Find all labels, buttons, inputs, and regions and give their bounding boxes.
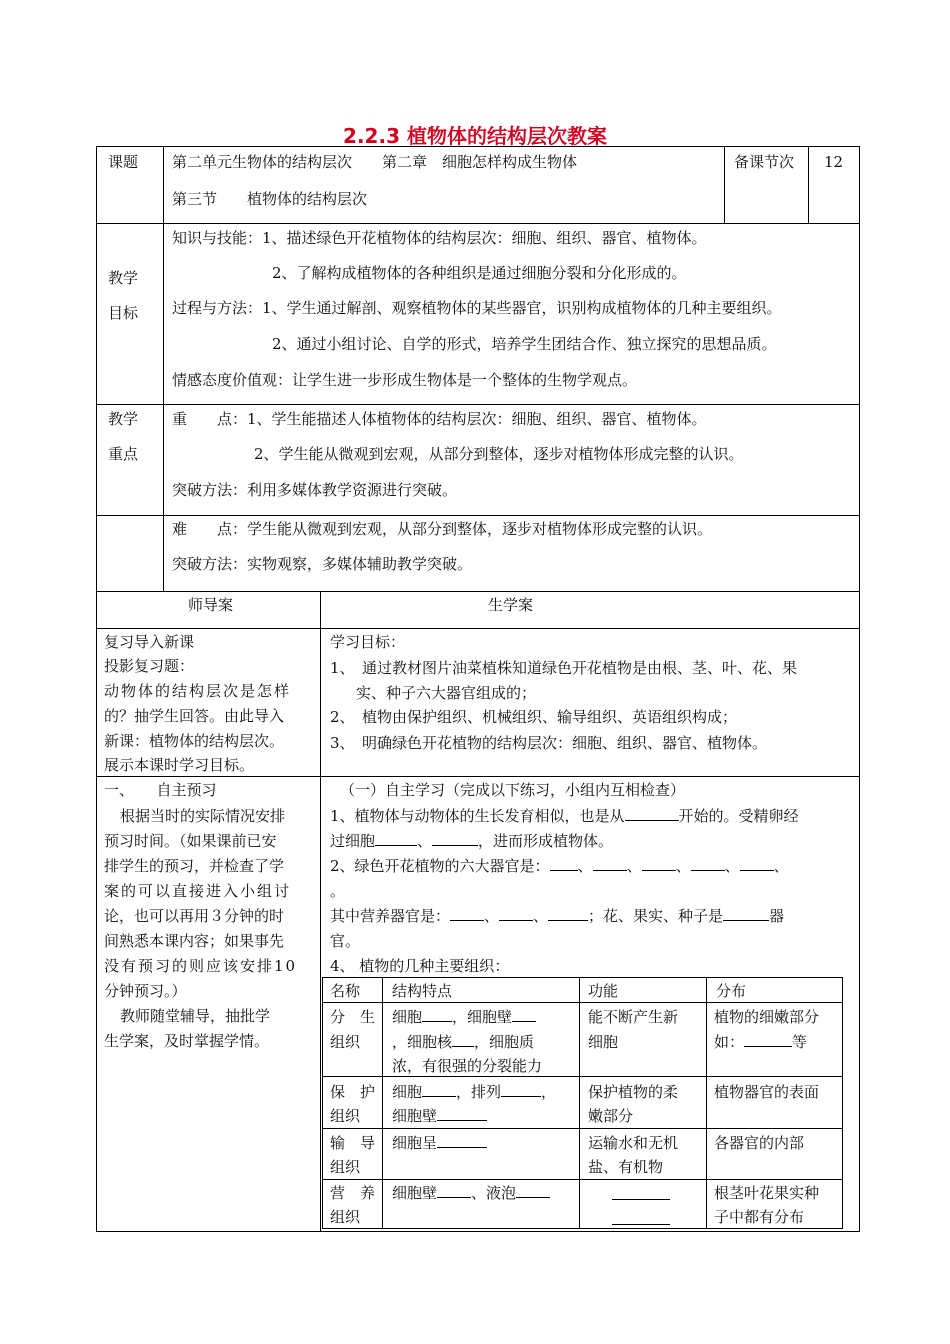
beike-value: 12 — [824, 153, 844, 171]
tissue-function: 能不断产生新 — [588, 1008, 679, 1026]
column-teacher: 师导案 — [188, 596, 234, 614]
tissue-location: 各器官的内部 — [714, 1134, 805, 1152]
objective-line: 情感态度价值观：让学生进一步形成生物体是一个整体的生物学观点。 — [172, 371, 638, 389]
blank-field[interactable] — [548, 906, 588, 921]
difficult-line: 突破方法：实物观察，多媒体辅助教学突破。 — [172, 555, 473, 573]
blank-field[interactable] — [740, 856, 774, 871]
tissue-function: 保护植物的柔 — [588, 1083, 679, 1101]
blank-field[interactable] — [501, 1082, 541, 1097]
keypoints-label-2: 重点 — [108, 445, 139, 463]
blank-field[interactable] — [512, 1007, 536, 1022]
unit-line: 第二单元生物体的结构层次 第二章 细胞怎样构成生物体 — [172, 153, 578, 171]
blank-field[interactable] — [516, 1183, 550, 1198]
keypoints-label-1: 教学 — [108, 410, 139, 428]
objective-line: 2、了解构成植物体的各种组织是通过细胞分裂和分化形成的。 — [272, 264, 687, 282]
question-4: 4、 植物的几种主要组织： — [330, 957, 510, 975]
blank-field[interactable] — [437, 1106, 487, 1121]
selfstudy-teacher-line: 没有预习的则应该安排10 — [104, 957, 298, 975]
question-2-line-1: 2、绿色开花植物的六大器官是： 、 、 、 、 、 — [330, 857, 789, 875]
blank-field[interactable] — [593, 856, 627, 871]
tissue-function: 运输水和无机 — [588, 1134, 679, 1152]
section-line: 第三节 植物体的结构层次 — [172, 190, 368, 208]
tissue-structure: 细胞壁 — [392, 1106, 487, 1126]
label-beike: 备课节次 — [734, 153, 795, 171]
blank-field[interactable] — [422, 1007, 452, 1022]
document-title: 2.2.3 植物体的结构层次教案 — [343, 124, 607, 148]
tissue-location: 植物器官的表面 — [714, 1083, 820, 1101]
tissue-location: 植物的细嫩部分 — [714, 1008, 820, 1026]
selfstudy-teacher-heading: 一、 自主预习 — [104, 781, 217, 799]
blank-field[interactable] — [499, 906, 533, 921]
selfstudy-teacher-line: 预习时间。（如果课前已安 — [104, 832, 277, 850]
tissue-location: 子中都有分布 — [714, 1208, 805, 1226]
blank-field[interactable] — [612, 1199, 670, 1200]
keypoint-line: 突破方法：利用多媒体教学资源进行突破。 — [172, 481, 458, 499]
objective-line: 2、通过小组讨论、自学的形式，培养学生团结合作、独立探究的思想品质。 — [272, 335, 777, 353]
tissue-name: 输 导 — [330, 1134, 376, 1152]
tissue-function: 嫩部分 — [588, 1107, 634, 1125]
review-student-heading: 学习目标： — [330, 633, 406, 651]
tissue-name: 营 养 — [330, 1184, 376, 1202]
selfstudy-teacher-line: 排学生的预习，并检查了学 — [104, 857, 285, 875]
selfstudy-teacher-line: 分钟预习。） — [104, 982, 187, 1000]
review-teacher-line: 动物体的结构层次是怎样 — [104, 682, 292, 700]
tissue-structure: 细胞 ，细胞壁 — [392, 1007, 536, 1027]
blank-field[interactable] — [432, 831, 478, 846]
review-teacher-line: 复习导入新课 — [104, 633, 195, 651]
selfstudy-student-heading: （一）自主学习（完成以下练习，小组内互相检查） — [340, 781, 686, 799]
objective-line: 知识与技能：1、描述绿色开花植物体的结构层次：细胞、组织、器官、植物体。 — [172, 229, 707, 247]
blank-field[interactable] — [723, 906, 769, 921]
blank-field[interactable] — [452, 1032, 474, 1047]
selfstudy-teacher-line: 案的可以直接进入小组讨 — [104, 882, 292, 900]
selfstudy-teacher-line: 间熟悉本课内容；如果事先 — [104, 932, 285, 950]
tissue-location: 根茎叶花果实种 — [714, 1184, 820, 1202]
selfstudy-teacher-line: 根据当时的实际情况安排 — [120, 807, 286, 825]
blank-field[interactable] — [744, 1032, 792, 1047]
tissue-function: 盐、有机物 — [588, 1158, 664, 1176]
review-teacher-line: 投影复习题： — [104, 657, 195, 675]
review-student-item: 实、种子六大器官组成的； — [356, 684, 537, 702]
selfstudy-teacher-line: 生学案，及时掌握学情。 — [104, 1032, 270, 1050]
objective-line: 过程与方法：1、学生通过解剖、观察植物体的某些器官，识别构成植物体的几种主要组织。 — [172, 299, 782, 317]
blank-field[interactable] — [691, 856, 725, 871]
blank-field[interactable] — [625, 806, 679, 821]
tissue-structure: 细胞壁 、液泡 — [392, 1183, 550, 1203]
question-1-line-2: 过细胞 、 ，进而形成植物体。 — [330, 832, 614, 850]
blank-field[interactable] — [375, 831, 417, 846]
tissue-structure: 细胞呈 — [392, 1133, 487, 1153]
difficult-line: 难 点：学生能从微观到宏观，从部分到整体，逐步对植物体形成完整的认识。 — [172, 520, 713, 538]
review-student-item: 3、 明确绿色开花植物的结构层次：细胞、组织、器官、植物体。 — [330, 734, 768, 752]
question-2-line-2: 。 — [330, 882, 346, 900]
blank-field[interactable] — [422, 1082, 456, 1097]
blank-field[interactable] — [612, 1224, 670, 1225]
objectives-label-1: 教学 — [108, 269, 139, 287]
label-keti: 课题 — [108, 153, 139, 171]
tissue-name: 组织 — [330, 1158, 361, 1176]
tissue-structure: 浓，有很强的分裂能力 — [392, 1057, 543, 1075]
selfstudy-teacher-line: 教师随堂辅导，抽批学 — [120, 1007, 271, 1025]
tissue-header-name: 名称 — [330, 982, 361, 1000]
selfstudy-teacher-line: 论，也可以再用３分钟的时 — [104, 907, 285, 925]
tissue-name: 组织 — [330, 1107, 361, 1125]
tissue-name: 保 护 — [330, 1083, 376, 1101]
review-student-item: 1、 通过教材图片油菜植株知道绿色开花植物是由根、茎、叶、花、果 — [330, 659, 798, 677]
review-teacher-line: 新课：植物体的结构层次。 — [104, 732, 285, 750]
question-1-line-1: 1、植物体与动物体的生长发育相似，也是从 开始的。受精卵经 — [330, 807, 799, 825]
tissue-location: 如： 等 — [714, 1033, 808, 1051]
column-student: 生学案 — [488, 596, 534, 614]
blank-field[interactable] — [550, 856, 578, 871]
blank-field[interactable] — [450, 906, 484, 921]
tissue-header-function: 功能 — [588, 982, 619, 1000]
tissue-name: 组织 — [330, 1208, 361, 1226]
review-student-item: 2、 植物由保护组织、机械组织、输导组织、英语组织构成； — [330, 708, 738, 726]
tissue-structure: ，细胞核 ，细胞质 — [392, 1033, 535, 1051]
tissue-header-structure: 结构特点 — [392, 982, 453, 1000]
keypoint-line: 2、学生能从微观到宏观，从部分到整体，逐步对植物体形成完整的认识。 — [254, 445, 744, 463]
keypoint-line: 重 点：1、学生能描述人体植物体的结构层次：细胞、组织、器官、植物体。 — [172, 410, 707, 428]
question-3-line-1: 其中营养器官是： 、 、 ；花、果实、种子是 器 — [330, 907, 785, 925]
tissue-header-location: 分布 — [716, 982, 747, 1000]
blank-field[interactable] — [437, 1183, 471, 1198]
blank-field[interactable] — [437, 1133, 487, 1148]
question-3-line-2: 官。 — [330, 932, 361, 950]
objectives-label-2: 目标 — [108, 304, 139, 322]
tissue-function: 细胞 — [588, 1033, 619, 1051]
blank-field[interactable] — [642, 856, 676, 871]
tissue-name: 分 生 — [330, 1008, 376, 1026]
review-teacher-line: 展示本课时学习目标。 — [104, 756, 255, 774]
tissue-structure: 细胞 ，排列 ， — [392, 1083, 557, 1101]
review-teacher-line: 的？抽学生回答。由此导入 — [104, 707, 285, 725]
tissue-name: 组织 — [330, 1033, 361, 1051]
